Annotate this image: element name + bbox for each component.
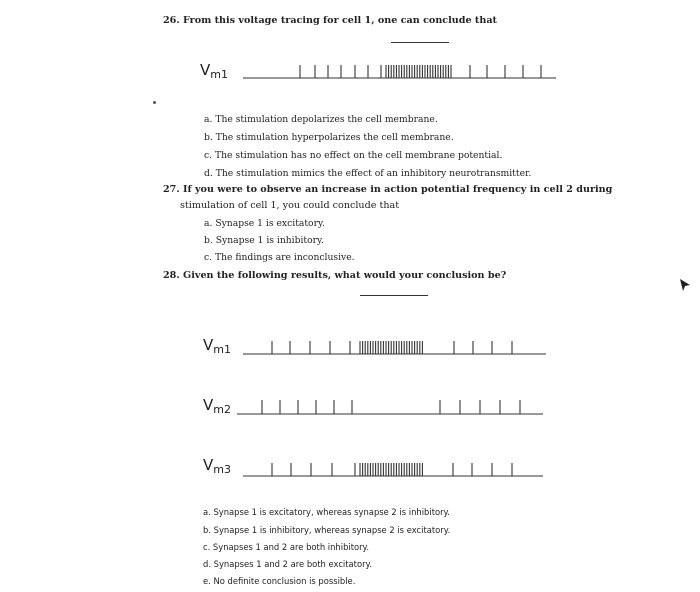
bullet-dot-icon (153, 101, 156, 104)
q28-trace-label-vm2 (203, 396, 231, 416)
q26-option-a[interactable]: a. The stimulation depolarizes the cell membrane. (204, 114, 438, 125)
q27-prompt-line1: 27. If you were to observe an increase in action potential frequency in cell 2 during (163, 184, 613, 195)
q26-prompt: 26. From this voltage tracing for cell 1, one can conclude that (163, 15, 497, 26)
vm-base: V (203, 336, 214, 354)
mouse-pointer-icon (678, 278, 692, 292)
q28-trace-label-vm1 (203, 336, 231, 356)
q28-trace-label-vm3 (203, 456, 231, 476)
vm-base: V (200, 61, 211, 79)
q27-option-b[interactable]: b. Synapse 1 is inhibitory. (204, 235, 324, 246)
vm-sub: m3 (213, 463, 231, 476)
q28-answer-blank[interactable] (360, 295, 428, 296)
q26-option-d[interactable]: d. The stimulation mimics the effect of an inhibitory neurotransmitter. (204, 168, 532, 179)
vm-sub: m1 (213, 343, 231, 356)
vm-sub: m1 (210, 68, 228, 81)
q26-option-b[interactable]: b. The stimulation hyperpolarizes the cell membrane. (204, 132, 454, 143)
q28-vm3-trace (243, 463, 543, 476)
vm-base: V (203, 456, 214, 474)
q28-vm2-trace (237, 400, 543, 414)
q26-vm1-trace (243, 65, 556, 78)
q28-option-a[interactable]: a. Synapse 1 is excitatory, whereas synapse 2 is inhibitory. (203, 507, 450, 517)
q28-option-c[interactable]: c. Synapses 1 and 2 are both inhibitory. (203, 542, 369, 552)
q27-option-c[interactable]: c. The findings are inconclusive. (204, 252, 355, 263)
q28-option-b[interactable]: b. Synapse 1 is inhibitory, whereas synapse 2 is excitatory. (203, 525, 451, 535)
q28-vm1-trace (243, 341, 546, 354)
q28-option-d[interactable]: d. Synapses 1 and 2 are both excitatory. (203, 559, 372, 569)
q27-prompt-line2: stimulation of cell 1, you could conclude that (180, 200, 400, 211)
q26-option-c[interactable]: c. The stimulation has no effect on the cell membrane potential. (204, 150, 503, 161)
vm-base: V (203, 396, 214, 414)
q28-option-e[interactable]: e. No definite conclusion is possible. (203, 576, 356, 586)
q27-option-a[interactable]: a. Synapse 1 is excitatory. (204, 218, 325, 229)
q28-prompt: 28. Given the following results, what would your conclusion be? (163, 270, 507, 281)
vm-sub: m2 (213, 403, 231, 416)
